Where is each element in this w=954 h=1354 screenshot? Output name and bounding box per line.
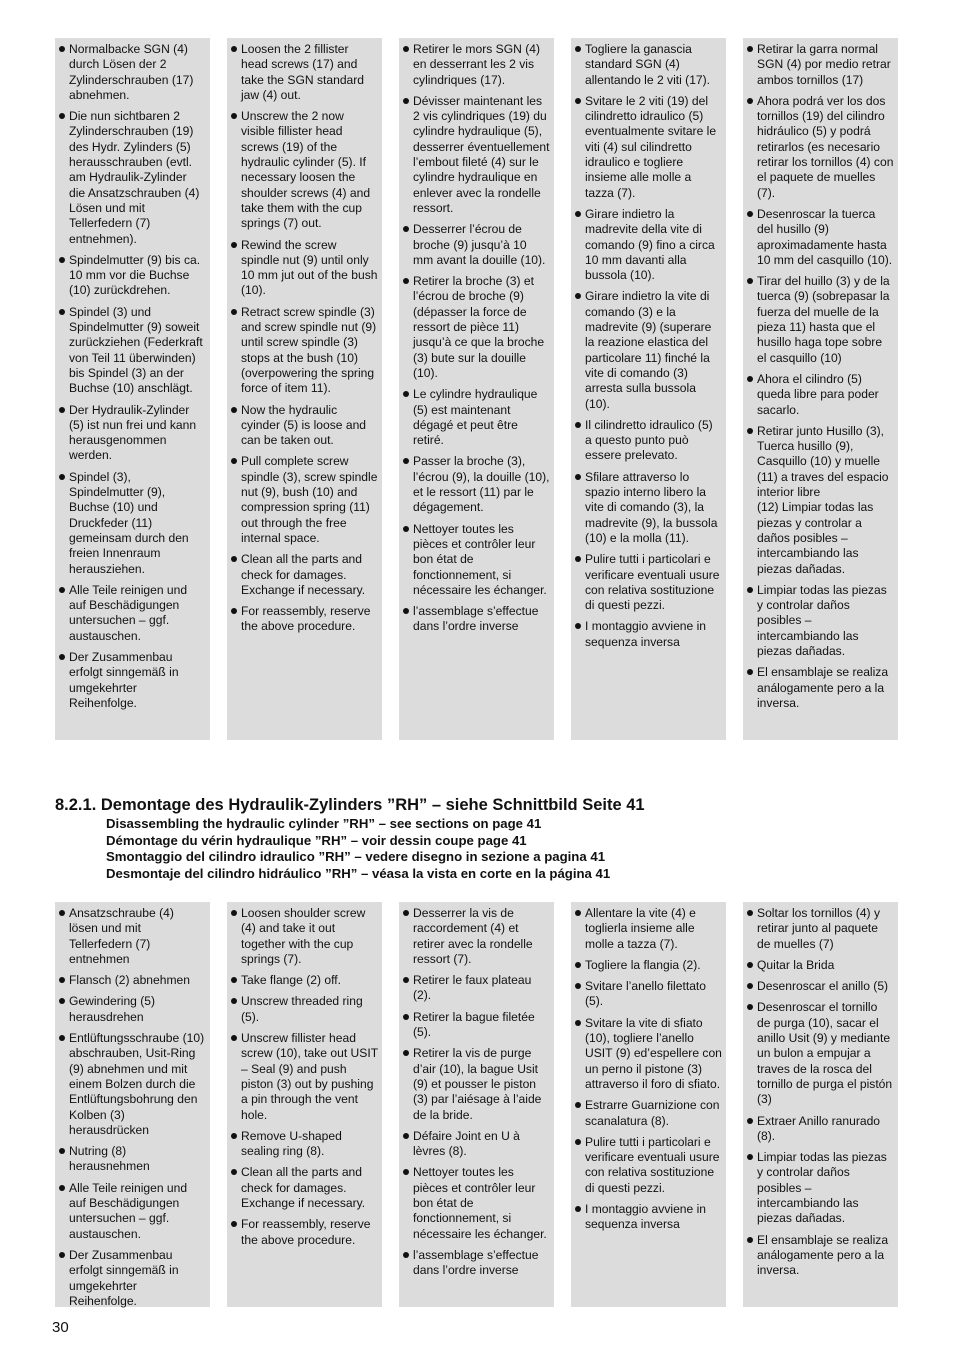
- section-title-english: Disassembling the hydraulic cylinder ”RH” – see sections on page 41: [106, 816, 542, 831]
- list-item: Nettoyer toutes les pièces et contrôler leur bon état de fonctionnement, si nécessaire les échanger.: [403, 1165, 550, 1241]
- section-title-spanish: Desmontaje del cilindro hidráulico ”RH” – véasa la vista en corte en la página 41: [106, 865, 611, 881]
- list-item: Retirer la vis de purge d’air (10), la bague Usit (9) et pousser le piston (3) par l’aiésage à l’aide de la bride.: [403, 1046, 550, 1122]
- list-item: Svitare la vite di sfiato (10), togliere l’anello USIT (9) ed’espellere con un perno il pistone (3) attraverso il foro di sfiato.: [575, 1016, 722, 1092]
- list-item: Spindelmutter (9) bis ca. 10 mm vor die Buchse (10) zurückdrehen.: [59, 253, 206, 299]
- top-instructions: [55, 38, 899, 740]
- list-item: Retirar junto Husillo (3), Tuerca husillo (9), Casquillo (10) y muelle (11) a traves del espacio interior libre (12) Limpiar todas las piezas y controlar a daños posibles – intercambiando las piezas dañadas.: [747, 424, 894, 577]
- list-item: El ensamblaje se realiza análogamente pero a la inversa.: [747, 1233, 894, 1279]
- list-item: Défaire Joint en U à lèvres (8).: [403, 1129, 550, 1160]
- column-italian: [571, 902, 726, 1307]
- list-item: I montaggio avviene in sequenza inversa: [575, 1202, 722, 1233]
- list-item: Der Hydraulik-Zylinder (5) ist nun frei und kann herausgenommen werden.: [59, 403, 206, 464]
- list-item: For reassembly, reserve the above procedure.: [231, 1217, 378, 1248]
- column-english: [227, 38, 382, 740]
- list-item: Take flange (2) off.: [231, 973, 378, 988]
- list-item: Svitare l’anello filettato (5).: [575, 979, 722, 1010]
- list-item: Spindel (3), Spindelmutter (9), Buchse (10) und Druckfeder (11) gemeinsam durch den freien Innenraum herausziehen.: [59, 470, 206, 577]
- list-item: Nutring (8) herausnehmen: [59, 1144, 206, 1175]
- list-item: Alle Teile reinigen und auf Beschädigungen untersuchen – ggf. austauschen.: [59, 583, 206, 644]
- list-item: Rewind the screw spindle nut (9) until only 10 mm jut out of the bush (10).: [231, 238, 378, 299]
- list-item: Ansatzschraube (4) lösen und mit Tellerfedern (7) entnehmen: [59, 906, 206, 967]
- list-item: Girare indietro la madrevite della vite di comando (9) fino a circa 10 mm davanti alla bussola (10).: [575, 207, 722, 283]
- instruction-list: [403, 906, 550, 1279]
- instruction-list: [747, 906, 894, 1279]
- list-item: Pull complete screw spindle (3), screw spindle nut (9), bush (10) and compression spring (11) out through the free internal space.: [231, 454, 378, 546]
- list-item: Alle Teile reinigen und auf Beschädigungen untersuchen – ggf. austauschen.: [59, 1181, 206, 1242]
- instruction-list: [231, 42, 378, 635]
- list-item: Unscrew fillister head screw (10), take out USIT – Seal (9) and push piston (3) out by pushing a pin through the vent hole.: [231, 1031, 378, 1123]
- list-item: Retirer la bague filetée (5).: [403, 1010, 550, 1041]
- list-item: Retirer le mors SGN (4) en desserrant les 2 vis cylindriques (17).: [403, 42, 550, 88]
- list-item: Retirer la broche (3) et l’écrou de broche (9) (dépasser la force de ressort de pièce 11) jusqu’à ce que la broche (3) bute sur la douille (10).: [403, 274, 550, 381]
- list-item: Normalbacke SGN (4) durch Lösen der 2 Zylinderschrauben (17) abnehmen.: [59, 42, 206, 103]
- list-item: Pulire tutti i particolari e verificare eventuali usure con relativa sostituzione di questi pezzi.: [575, 1135, 722, 1196]
- list-item: Extraer Anillo ranurado (8).: [747, 1114, 894, 1145]
- column-french: [399, 902, 554, 1307]
- list-item: Loosen shoulder screw (4) and take it out together with the cup springs (7).: [231, 906, 378, 967]
- instruction-list: [575, 42, 722, 650]
- list-item: Dévisser maintenant les 2 vis cylindriques (19) du cylindre hydraulique (5), desserrer éventuellement l’embout fileté (4) sur le cylindre hydraulique en enlever avec la rondelle ressort.: [403, 94, 550, 216]
- column-spanish: [743, 902, 898, 1307]
- instruction-list: [231, 906, 378, 1248]
- list-item: Passer la broche (3), l’écrou (9), la douille (10), et le ressort (11) par le dégagement.: [403, 454, 550, 515]
- list-item: Remove U-shaped sealing ring (8).: [231, 1129, 378, 1160]
- list-item: Svitare le 2 viti (19) del cilindretto idraulico (5) eventualmente svitare le viti (4) sul cilindretto idraulico e togliere insieme alle molle a tazza (7).: [575, 94, 722, 201]
- list-item: El ensamblaje se realiza análogamente pero a la inversa.: [747, 665, 894, 711]
- list-item: Togliere la flangia (2).: [575, 958, 722, 973]
- list-item: Ahora el cilindro (5) queda libre para poder sacarlo.: [747, 372, 894, 418]
- list-item: Unscrew the 2 now visible fillister head screws (19) of the hydraulic cylinder (5). If necessary loosen the shoulder screws (4) and take them with the cup springs (7) out.: [231, 109, 378, 231]
- section-title-french: Démontage du vérin hydraulique ”RH” – voir dessin coupe page 41: [106, 832, 527, 848]
- section-title-italian: Smontaggio del cilindro idraulico ”RH” – vedere disegno in sezione a pagina 41: [106, 849, 606, 864]
- list-item: Entlüftungsschraube (10) abschrauben, Usit-Ring (9) abnehmen und mit einem Bolzen durch die Entlüftungsbohrung den Kolben (3) herausdrücken: [59, 1031, 206, 1138]
- instruction-list: [59, 42, 206, 711]
- list-item: Ahora podrá ver los dos tornillos (19) del cilindro hidráulico (5) y podrá retirarlos (es necesario retirar los tornillos (4) con el paquete de muelles (7).: [747, 94, 894, 201]
- list-item: Quitar la Brida: [747, 958, 894, 973]
- list-item: Il cilindretto idraulico (5) a questo punto può essere prelevato.: [575, 418, 722, 464]
- list-item: For reassembly, reserve the above procedure.: [231, 604, 378, 635]
- list-item: Retract screw spindle (3) and screw spindle nut (9) until screw spindle (3) stops at the bush (10) (overpowering the spring force of item 11).: [231, 305, 378, 397]
- section-title: 8.2.1. Demontage des Hydraulik-Zylinders ”RH” – siehe Schnittbild Seite 41: [55, 796, 645, 814]
- list-item: Tirar del huillo (3) y de la tuerca (9) (sobrepasar la fuerza del muelle de la pieza 11) hasta que el husillo haga tope sobre el casquillo (10): [747, 274, 894, 366]
- list-item: Sfilare attraverso lo spazio interno libero la vite di comando (3), la madrevite (9), la bussola (10) e la molla (11).: [575, 470, 722, 546]
- instruction-list: [747, 42, 894, 711]
- list-item: Soltar los tornillos (4) y retirar junto al paquete de muelles (7): [747, 906, 894, 952]
- list-item: Unscrew threaded ring (5).: [231, 994, 378, 1025]
- list-item: Limpiar todas las piezas y controlar daños posibles – intercambiando las piezas dañadas.: [747, 1150, 894, 1226]
- column-english: [227, 902, 382, 1307]
- list-item: Desserrer la vis de raccordement (4) et retirer avec la rondelle ressort (7).: [403, 906, 550, 967]
- list-item: Togliere la ganascia standard SGN (4) allentando le 2 viti (17).: [575, 42, 722, 88]
- list-item: Retirer le faux plateau (2).: [403, 973, 550, 1004]
- instruction-list: [403, 42, 550, 635]
- list-item: Now the hydraulic cyinder (5) is loose and can be taken out.: [231, 403, 378, 449]
- list-item: Gewindering (5) herausdrehen: [59, 994, 206, 1025]
- column-german: [55, 902, 210, 1307]
- list-item: I montaggio avviene in sequenza inversa: [575, 619, 722, 650]
- list-item: Estrarre Guarnizione con scanalatura (8).: [575, 1098, 722, 1129]
- list-item: Desenroscar el anillo (5): [747, 979, 894, 994]
- list-item: Retirar la garra normal SGN (4) por medio retrar ambos tornillos (17): [747, 42, 894, 88]
- list-item: Nettoyer toutes les pièces et contrôler leur bon état de fonctionnement, si nécessaire les échanger.: [403, 522, 550, 598]
- instruction-list: [59, 906, 206, 1309]
- bottom-instructions: [55, 902, 899, 1307]
- list-item: Der Zusammenbau erfolgt sinngemäß in umgekehrter Reihenfolge.: [59, 1248, 206, 1309]
- list-item: Allentare la vite (4) e toglierla insieme alle molle a tazza (7).: [575, 906, 722, 952]
- list-item: Limpiar todas las piezas y controlar daños posibles – intercambiando las piezas dañadas.: [747, 583, 894, 659]
- list-item: Le cylindre hydraulique (5) est maintenant dégagé et peut être retiré.: [403, 387, 550, 448]
- list-item: Girare indietro la vite di comando (3) e la madrevite (9) (superare la reazione elastica del particolare 11) finché la vite di comando (3) arresta sulla bussola (10).: [575, 289, 722, 411]
- list-item: Der Zusammenbau erfolgt sinngemäß in umgekehrter Reihenfolge.: [59, 650, 206, 711]
- list-item: l’assemblage s’effectue dans l’ordre inverse: [403, 1248, 550, 1279]
- list-item: Clean all the parts and check for damages. Exchange if necessary.: [231, 552, 378, 598]
- list-item: Desenroscar el tornillo de purga (10), sacar el anillo Usit (9) y mediante un bulon a empujar a traves de la rosca del tornillo de purga el pistón (3): [747, 1000, 894, 1107]
- column-italian: [571, 38, 726, 740]
- list-item: Loosen the 2 fillister head screws (17) and take the SGN standard jaw (4) out.: [231, 42, 378, 103]
- list-item: Desenroscar la tuerca del husillo (9) aproximadamente hasta 10 mm del casquillo (10).: [747, 207, 894, 268]
- list-item: Pulire tutti i particolari e verificare eventuali usure con relativa sostituzione di questi pezzi.: [575, 552, 722, 613]
- column-spanish: [743, 38, 898, 740]
- list-item: Spindel (3) und Spindelmutter (9) soweit zurückziehen (Federkraft von Teil 11 überwinden) bis Spindel (3) an der Buchse (10) anschlägt.: [59, 305, 206, 397]
- list-item: Clean all the parts and check for damages. Exchange if necessary.: [231, 1165, 378, 1211]
- list-item: Die nun sichtbaren 2 Zylinderschrauben (19) des Hydr. Zylinders (5) herausschrauben (evtl. am Hydraulik-Zylinder die Ansatzschrauben (4) Lösen und mit Tellerfedern (7) entnehmen).: [59, 109, 206, 247]
- instruction-list: [575, 906, 722, 1233]
- list-item: l’assemblage s’effectue dans l’ordre inverse: [403, 604, 550, 635]
- page-number: 30: [52, 1319, 69, 1336]
- list-item: Flansch (2) abnehmen: [59, 973, 206, 988]
- column-french: [399, 38, 554, 740]
- section-heading: [55, 794, 915, 882]
- column-german: [55, 38, 210, 740]
- list-item: Desserrer l’écrou de broche (9) jusqu’à 10 mm avant la douille (10).: [403, 222, 550, 268]
